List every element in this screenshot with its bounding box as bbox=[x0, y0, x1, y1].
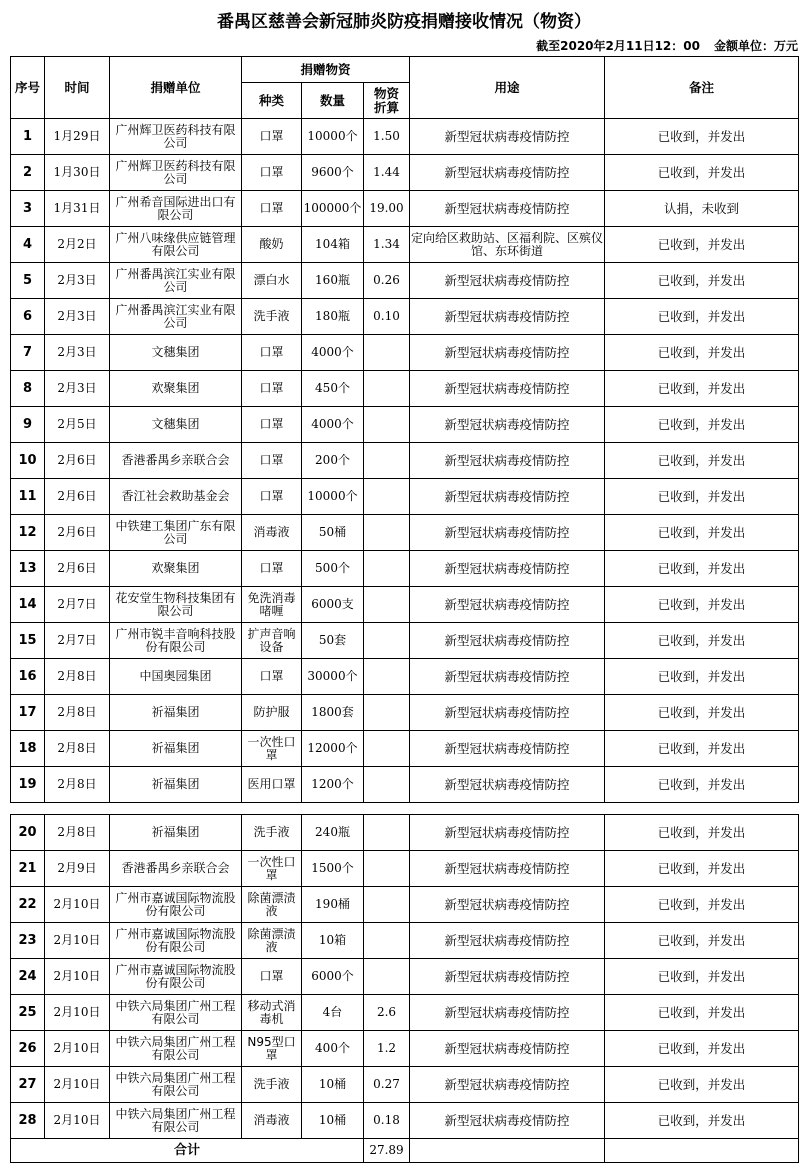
row-purpose: 新型冠状病毒疫情防控 bbox=[410, 443, 605, 479]
row-note: 已收到，并发出 bbox=[605, 851, 799, 887]
row-value: 0.26 bbox=[364, 263, 410, 299]
table-row bbox=[11, 227, 799, 263]
row-index: 17 bbox=[11, 695, 45, 731]
row-value bbox=[364, 443, 410, 479]
row-value bbox=[364, 407, 410, 443]
row-note: 已收到，并发出 bbox=[605, 1067, 799, 1103]
row-index: 11 bbox=[11, 479, 45, 515]
row-qty: 9600个 bbox=[302, 155, 364, 191]
row-time: 2月8日 bbox=[45, 695, 110, 731]
row-note: 已收到，并发出 bbox=[605, 371, 799, 407]
row-index: 1 bbox=[11, 119, 45, 155]
page-title: 番禺区慈善会新冠肺炎防疫捐赠接收情况（物资） bbox=[217, 12, 591, 32]
total-empty-purpose bbox=[410, 1139, 605, 1163]
row-purpose: 新型冠状病毒疫情防控 bbox=[410, 119, 605, 155]
row-kind: 除菌漂渍液 bbox=[242, 887, 302, 923]
row-time: 2月3日 bbox=[45, 371, 110, 407]
row-kind: 洗手液 bbox=[242, 299, 302, 335]
row-index: 24 bbox=[11, 959, 45, 995]
row-note: 已收到，并发出 bbox=[605, 227, 799, 263]
total-empty-note bbox=[605, 1139, 799, 1163]
row-qty: 50套 bbox=[302, 623, 364, 659]
row-kind: 洗手液 bbox=[242, 815, 302, 851]
row-time: 1月31日 bbox=[45, 191, 110, 227]
row-note: 已收到，并发出 bbox=[605, 407, 799, 443]
row-purpose: 新型冠状病毒疫情防控 bbox=[410, 551, 605, 587]
row-index: 28 bbox=[11, 1103, 45, 1139]
row-qty: 1800套 bbox=[302, 695, 364, 731]
row-note: 已收到，并发出 bbox=[605, 731, 799, 767]
header-note: 备注 bbox=[605, 57, 799, 119]
row-value bbox=[364, 767, 410, 803]
table-row bbox=[11, 371, 799, 407]
row-note: 认捐，未收到 bbox=[605, 191, 799, 227]
row-index: 26 bbox=[11, 1031, 45, 1067]
row-index: 22 bbox=[11, 887, 45, 923]
table-row bbox=[11, 119, 799, 155]
row-index: 16 bbox=[11, 659, 45, 695]
donation-table-part1 bbox=[10, 56, 799, 803]
row-index: 3 bbox=[11, 191, 45, 227]
row-note: 已收到，并发出 bbox=[605, 263, 799, 299]
row-donor: 中铁六局集团广州工程有限公司 bbox=[110, 1031, 242, 1067]
row-donor: 中国奥园集团 bbox=[110, 659, 242, 695]
row-note: 已收到，并发出 bbox=[605, 1103, 799, 1139]
row-purpose: 新型冠状病毒疫情防控 bbox=[410, 1103, 605, 1139]
row-donor: 欢聚集团 bbox=[110, 371, 242, 407]
row-index: 23 bbox=[11, 923, 45, 959]
row-qty: 10桶 bbox=[302, 1103, 364, 1139]
row-donor: 中铁建工集团广东有限公司 bbox=[110, 515, 242, 551]
row-qty: 104箱 bbox=[302, 227, 364, 263]
row-time: 2月5日 bbox=[45, 407, 110, 443]
row-note: 已收到，并发出 bbox=[605, 155, 799, 191]
row-time: 1月30日 bbox=[45, 155, 110, 191]
header-value: 物资折算 bbox=[364, 83, 410, 119]
row-time: 2月8日 bbox=[45, 731, 110, 767]
row-qty: 4000个 bbox=[302, 335, 364, 371]
row-donor: 祈福集团 bbox=[110, 695, 242, 731]
header-index: 序号 bbox=[11, 57, 45, 119]
row-qty: 190桶 bbox=[302, 887, 364, 923]
row-note: 已收到，并发出 bbox=[605, 1031, 799, 1067]
row-qty: 6000支 bbox=[302, 587, 364, 623]
table-row bbox=[11, 695, 799, 731]
row-purpose: 新型冠状病毒疫情防控 bbox=[410, 851, 605, 887]
total-row bbox=[11, 1139, 799, 1163]
table-row bbox=[11, 191, 799, 227]
table-body-part2 bbox=[11, 815, 799, 1139]
row-note: 已收到，并发出 bbox=[605, 959, 799, 995]
row-time: 2月6日 bbox=[45, 443, 110, 479]
row-note: 已收到，并发出 bbox=[605, 923, 799, 959]
row-time: 2月3日 bbox=[45, 299, 110, 335]
row-kind: 口罩 bbox=[242, 443, 302, 479]
row-qty: 200个 bbox=[302, 443, 364, 479]
row-purpose: 新型冠状病毒疫情防控 bbox=[410, 995, 605, 1031]
row-donor: 广州市嘉诚国际物流股份有限公司 bbox=[110, 959, 242, 995]
row-purpose: 新型冠状病毒疫情防控 bbox=[410, 1067, 605, 1103]
row-purpose: 新型冠状病毒疫情防控 bbox=[410, 263, 605, 299]
row-time: 1月29日 bbox=[45, 119, 110, 155]
row-donor: 广州八味缘供应链管理有限公司 bbox=[110, 227, 242, 263]
header-purpose: 用途 bbox=[410, 57, 605, 119]
row-qty: 240瓶 bbox=[302, 815, 364, 851]
table-row bbox=[11, 851, 799, 887]
row-value bbox=[364, 479, 410, 515]
row-qty: 12000个 bbox=[302, 731, 364, 767]
row-purpose: 新型冠状病毒疫情防控 bbox=[410, 767, 605, 803]
table-row bbox=[11, 443, 799, 479]
header-kind: 种类 bbox=[242, 83, 302, 119]
row-value: 1.34 bbox=[364, 227, 410, 263]
row-donor: 文穗集团 bbox=[110, 407, 242, 443]
row-qty: 6000个 bbox=[302, 959, 364, 995]
row-value bbox=[364, 815, 410, 851]
row-index: 4 bbox=[11, 227, 45, 263]
row-purpose: 新型冠状病毒疫情防控 bbox=[410, 371, 605, 407]
row-index: 27 bbox=[11, 1067, 45, 1103]
row-value bbox=[364, 959, 410, 995]
row-kind: 口罩 bbox=[242, 659, 302, 695]
table-row bbox=[11, 479, 799, 515]
row-qty: 1200个 bbox=[302, 767, 364, 803]
as-of-date: 截至2020年2月11日12：00 bbox=[536, 39, 700, 53]
row-time: 2月8日 bbox=[45, 815, 110, 851]
row-value bbox=[364, 731, 410, 767]
row-qty: 10000个 bbox=[302, 119, 364, 155]
row-purpose: 新型冠状病毒疫情防控 bbox=[410, 479, 605, 515]
row-purpose: 定向给区救助站、区福利院、区殡仪馆、东环街道 bbox=[410, 227, 605, 263]
row-value bbox=[364, 659, 410, 695]
row-index: 21 bbox=[11, 851, 45, 887]
row-value bbox=[364, 623, 410, 659]
row-donor: 广州市锐丰音响科技股份有限公司 bbox=[110, 623, 242, 659]
row-index: 12 bbox=[11, 515, 45, 551]
row-donor: 香港番禺乡亲联合会 bbox=[110, 443, 242, 479]
row-kind: 除菌漂渍液 bbox=[242, 923, 302, 959]
row-kind: 口罩 bbox=[242, 551, 302, 587]
row-donor: 祈福集团 bbox=[110, 815, 242, 851]
row-time: 2月7日 bbox=[45, 587, 110, 623]
row-value bbox=[364, 551, 410, 587]
row-value bbox=[364, 587, 410, 623]
row-purpose: 新型冠状病毒疫情防控 bbox=[410, 407, 605, 443]
row-kind: 口罩 bbox=[242, 959, 302, 995]
row-qty: 10000个 bbox=[302, 479, 364, 515]
row-note: 已收到，并发出 bbox=[605, 299, 799, 335]
row-kind: 一次性口罩 bbox=[242, 731, 302, 767]
row-note: 已收到，并发出 bbox=[605, 695, 799, 731]
table-row bbox=[11, 923, 799, 959]
row-kind: 扩声音响设备 bbox=[242, 623, 302, 659]
row-donor: 中铁六局集团广州工程有限公司 bbox=[110, 995, 242, 1031]
row-time: 2月8日 bbox=[45, 659, 110, 695]
row-purpose: 新型冠状病毒疫情防控 bbox=[410, 191, 605, 227]
table-row bbox=[11, 659, 799, 695]
row-index: 6 bbox=[11, 299, 45, 335]
row-value: 19.00 bbox=[364, 191, 410, 227]
row-purpose: 新型冠状病毒疫情防控 bbox=[410, 515, 605, 551]
row-value: 0.10 bbox=[364, 299, 410, 335]
row-value: 0.27 bbox=[364, 1067, 410, 1103]
row-kind: 口罩 bbox=[242, 407, 302, 443]
row-purpose: 新型冠状病毒疫情防控 bbox=[410, 335, 605, 371]
table-row bbox=[11, 335, 799, 371]
row-note: 已收到，并发出 bbox=[605, 443, 799, 479]
row-value: 1.44 bbox=[364, 155, 410, 191]
row-value bbox=[364, 335, 410, 371]
row-qty: 10箱 bbox=[302, 923, 364, 959]
row-purpose: 新型冠状病毒疫情防控 bbox=[410, 623, 605, 659]
row-time: 2月10日 bbox=[45, 923, 110, 959]
row-time: 2月3日 bbox=[45, 335, 110, 371]
row-donor: 花安堂生物科技集团有限公司 bbox=[110, 587, 242, 623]
row-value bbox=[364, 887, 410, 923]
row-qty: 50桶 bbox=[302, 515, 364, 551]
row-index: 13 bbox=[11, 551, 45, 587]
table-row bbox=[11, 551, 799, 587]
row-purpose: 新型冠状病毒疫情防控 bbox=[410, 587, 605, 623]
row-time: 2月9日 bbox=[45, 851, 110, 887]
row-donor: 广州辉卫医药科技有限公司 bbox=[110, 155, 242, 191]
row-index: 25 bbox=[11, 995, 45, 1031]
row-purpose: 新型冠状病毒疫情防控 bbox=[410, 731, 605, 767]
table-row bbox=[11, 995, 799, 1031]
row-kind: 防护服 bbox=[242, 695, 302, 731]
row-note: 已收到，并发出 bbox=[605, 587, 799, 623]
row-purpose: 新型冠状病毒疫情防控 bbox=[410, 299, 605, 335]
header-goods: 捐赠物资 bbox=[242, 57, 410, 83]
row-time: 2月6日 bbox=[45, 479, 110, 515]
row-purpose: 新型冠状病毒疫情防控 bbox=[410, 887, 605, 923]
row-qty: 500个 bbox=[302, 551, 364, 587]
row-kind: 移动式消毒机 bbox=[242, 995, 302, 1031]
table-row bbox=[11, 155, 799, 191]
row-time: 2月7日 bbox=[45, 623, 110, 659]
row-qty: 1500个 bbox=[302, 851, 364, 887]
row-index: 5 bbox=[11, 263, 45, 299]
row-qty: 4000个 bbox=[302, 407, 364, 443]
row-time: 2月8日 bbox=[45, 767, 110, 803]
header-qty: 数量 bbox=[302, 83, 364, 119]
table-row bbox=[11, 515, 799, 551]
row-value bbox=[364, 695, 410, 731]
row-kind: 口罩 bbox=[242, 371, 302, 407]
row-donor: 香江社会救助基金会 bbox=[110, 479, 242, 515]
table-row bbox=[11, 407, 799, 443]
row-note: 已收到，并发出 bbox=[605, 815, 799, 851]
row-time: 2月3日 bbox=[45, 263, 110, 299]
table-row bbox=[11, 815, 799, 851]
row-kind: 消毒液 bbox=[242, 515, 302, 551]
row-donor: 中铁六局集团广州工程有限公司 bbox=[110, 1067, 242, 1103]
row-kind: 漂白水 bbox=[242, 263, 302, 299]
row-value bbox=[364, 515, 410, 551]
table-row bbox=[11, 767, 799, 803]
row-qty: 30000个 bbox=[302, 659, 364, 695]
row-purpose: 新型冠状病毒疫情防控 bbox=[410, 695, 605, 731]
donation-table-part2 bbox=[10, 814, 799, 1163]
row-donor: 祈福集团 bbox=[110, 767, 242, 803]
row-kind: 口罩 bbox=[242, 191, 302, 227]
row-purpose: 新型冠状病毒疫情防控 bbox=[410, 659, 605, 695]
row-note: 已收到，并发出 bbox=[605, 515, 799, 551]
row-donor: 广州市嘉诚国际物流股份有限公司 bbox=[110, 887, 242, 923]
row-value: 1.2 bbox=[364, 1031, 410, 1067]
row-kind: 口罩 bbox=[242, 155, 302, 191]
row-note: 已收到，并发出 bbox=[605, 551, 799, 587]
table-row bbox=[11, 887, 799, 923]
amount-unit: 金额单位：万元 bbox=[713, 39, 798, 53]
row-purpose: 新型冠状病毒疫情防控 bbox=[410, 959, 605, 995]
row-kind: 口罩 bbox=[242, 335, 302, 371]
row-donor: 广州市嘉诚国际物流股份有限公司 bbox=[110, 923, 242, 959]
row-index: 15 bbox=[11, 623, 45, 659]
row-value bbox=[364, 923, 410, 959]
row-note: 已收到，并发出 bbox=[605, 479, 799, 515]
row-note: 已收到，并发出 bbox=[605, 995, 799, 1031]
row-qty: 400个 bbox=[302, 1031, 364, 1067]
header-time: 时间 bbox=[45, 57, 110, 119]
row-time: 2月6日 bbox=[45, 551, 110, 587]
row-qty: 4台 bbox=[302, 995, 364, 1031]
row-time: 2月10日 bbox=[45, 959, 110, 995]
header-donor: 捐赠单位 bbox=[110, 57, 242, 119]
table-row bbox=[11, 623, 799, 659]
row-note: 已收到，并发出 bbox=[605, 767, 799, 803]
total-value: 27.89 bbox=[364, 1139, 410, 1163]
row-note: 已收到，并发出 bbox=[605, 335, 799, 371]
row-purpose: 新型冠状病毒疫情防控 bbox=[410, 923, 605, 959]
row-kind: 酸奶 bbox=[242, 227, 302, 263]
row-index: 10 bbox=[11, 443, 45, 479]
row-value: 2.6 bbox=[364, 995, 410, 1031]
total-label: 合计 bbox=[11, 1139, 364, 1163]
table-row bbox=[11, 263, 799, 299]
row-donor: 广州番禺滨江实业有限公司 bbox=[110, 263, 242, 299]
row-kind: 洗手液 bbox=[242, 1067, 302, 1103]
row-value bbox=[364, 371, 410, 407]
row-index: 8 bbox=[11, 371, 45, 407]
row-kind: 一次性口罩 bbox=[242, 851, 302, 887]
row-qty: 450个 bbox=[302, 371, 364, 407]
row-note: 已收到，并发出 bbox=[605, 623, 799, 659]
row-index: 9 bbox=[11, 407, 45, 443]
row-value bbox=[364, 851, 410, 887]
row-time: 2月10日 bbox=[45, 887, 110, 923]
table-body-part1 bbox=[11, 119, 799, 803]
row-qty: 180瓶 bbox=[302, 299, 364, 335]
row-time: 2月10日 bbox=[45, 1067, 110, 1103]
row-kind: 消毒液 bbox=[242, 1103, 302, 1139]
row-note: 已收到，并发出 bbox=[605, 659, 799, 695]
row-donor: 欢聚集团 bbox=[110, 551, 242, 587]
row-donor: 香港番禺乡亲联合会 bbox=[110, 851, 242, 887]
row-kind: 免洗消毒啫喱 bbox=[242, 587, 302, 623]
row-index: 2 bbox=[11, 155, 45, 191]
row-index: 19 bbox=[11, 767, 45, 803]
row-qty: 160瓶 bbox=[302, 263, 364, 299]
table-row bbox=[11, 959, 799, 995]
row-time: 2月2日 bbox=[45, 227, 110, 263]
row-purpose: 新型冠状病毒疫情防控 bbox=[410, 155, 605, 191]
row-donor: 中铁六局集团广州工程有限公司 bbox=[110, 1103, 242, 1139]
table-row bbox=[11, 731, 799, 767]
row-purpose: 新型冠状病毒疫情防控 bbox=[410, 1031, 605, 1067]
row-index: 14 bbox=[11, 587, 45, 623]
row-kind: 口罩 bbox=[242, 479, 302, 515]
table-subheader bbox=[10, 36, 798, 56]
row-index: 7 bbox=[11, 335, 45, 371]
table-row bbox=[11, 299, 799, 335]
table-row bbox=[11, 587, 799, 623]
row-note: 已收到，并发出 bbox=[605, 119, 799, 155]
row-index: 18 bbox=[11, 731, 45, 767]
row-kind: 口罩 bbox=[242, 119, 302, 155]
row-kind: 医用口罩 bbox=[242, 767, 302, 803]
row-value: 1.50 bbox=[364, 119, 410, 155]
table-row bbox=[11, 1031, 799, 1067]
row-note: 已收到，并发出 bbox=[605, 887, 799, 923]
row-index: 20 bbox=[11, 815, 45, 851]
row-time: 2月10日 bbox=[45, 995, 110, 1031]
row-kind: N95型口罩 bbox=[242, 1031, 302, 1067]
row-qty: 100000个 bbox=[302, 191, 364, 227]
row-time: 2月6日 bbox=[45, 515, 110, 551]
row-value: 0.18 bbox=[364, 1103, 410, 1139]
row-donor: 文穗集团 bbox=[110, 335, 242, 371]
row-qty: 10桶 bbox=[302, 1067, 364, 1103]
table-row bbox=[11, 1103, 799, 1139]
row-donor: 祈福集团 bbox=[110, 731, 242, 767]
row-time: 2月10日 bbox=[45, 1031, 110, 1067]
table-row bbox=[11, 1067, 799, 1103]
row-donor: 广州辉卫医药科技有限公司 bbox=[110, 119, 242, 155]
row-donor: 广州番禺滨江实业有限公司 bbox=[110, 299, 242, 335]
row-purpose: 新型冠状病毒疫情防控 bbox=[410, 815, 605, 851]
row-time: 2月10日 bbox=[45, 1103, 110, 1139]
row-donor: 广州希音国际进出口有限公司 bbox=[110, 191, 242, 227]
